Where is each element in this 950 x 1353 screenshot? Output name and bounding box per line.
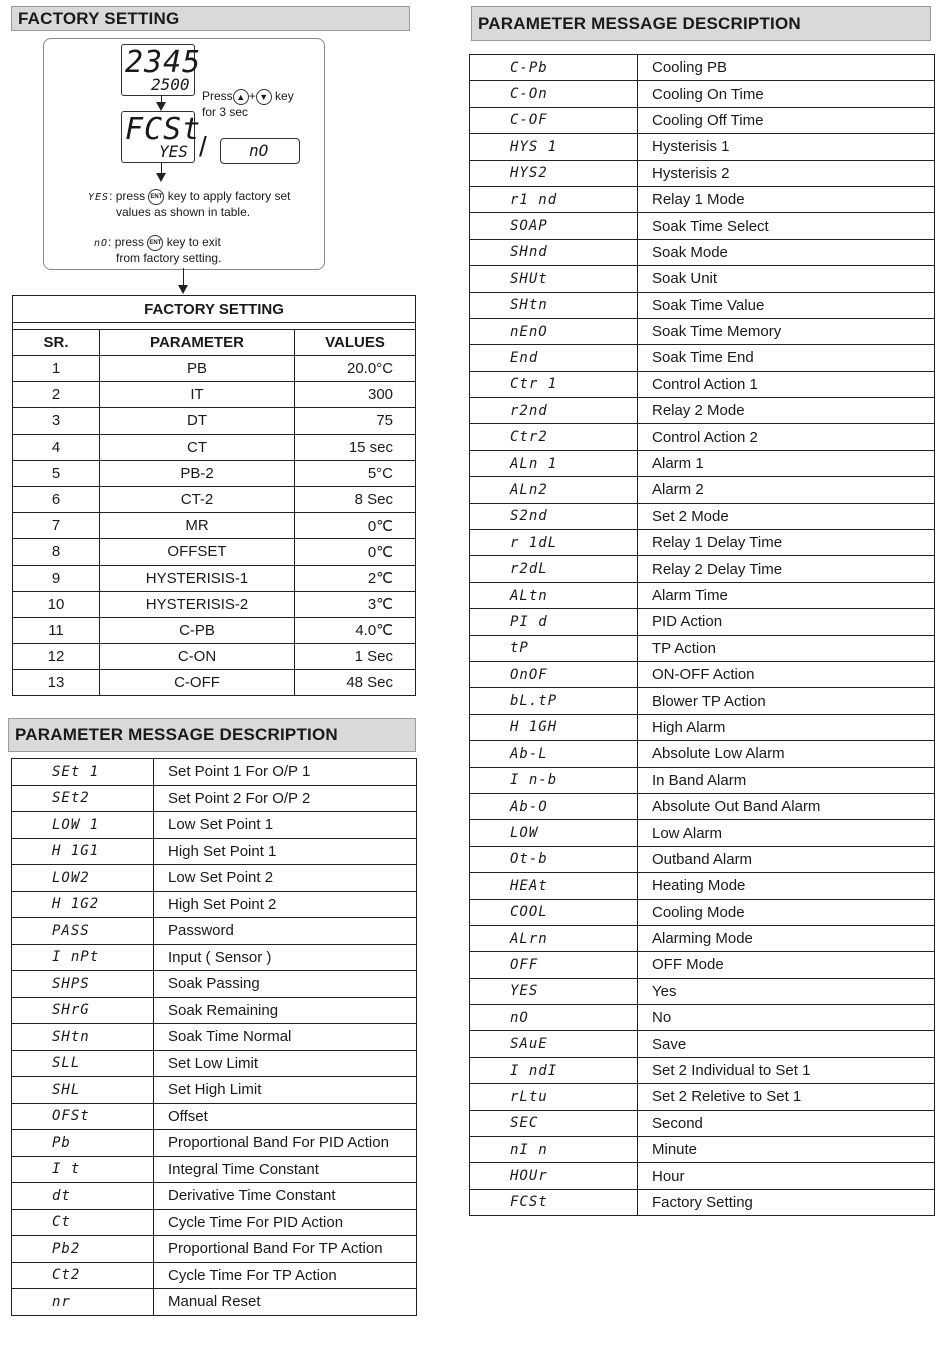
description: Control Action 2 xyxy=(638,424,935,450)
description: Cycle Time For TP Action xyxy=(154,1262,417,1289)
message-row xyxy=(12,1130,417,1157)
message-row xyxy=(470,345,935,371)
description: Soak Mode xyxy=(638,239,935,265)
factory-table-header-row xyxy=(13,330,416,356)
factory-cell-parameter: CT-2 xyxy=(100,486,295,512)
message-row xyxy=(12,785,417,812)
display-code: I nPt xyxy=(12,944,154,971)
description: Relay 2 Delay Time xyxy=(638,556,935,582)
description: High Set Point 2 xyxy=(154,891,417,918)
factory-cell-parameter: C-OFF xyxy=(100,670,295,696)
message-row xyxy=(470,1031,935,1057)
message-row xyxy=(470,925,935,951)
message-row xyxy=(470,398,935,424)
description: High Alarm xyxy=(638,714,935,740)
description: Relay 1 Mode xyxy=(638,186,935,212)
display-code: Ab-L xyxy=(470,741,638,767)
factory-cell-sr: 4 xyxy=(13,434,100,460)
message-row xyxy=(470,55,935,81)
factory-setting-table xyxy=(12,295,416,696)
message-row xyxy=(12,1262,417,1289)
display-code: PI d xyxy=(470,609,638,635)
message-row xyxy=(12,944,417,971)
display-code: YES xyxy=(470,978,638,1004)
description: Soak Time Select xyxy=(638,213,935,239)
message-row xyxy=(12,1103,417,1130)
factory-table-row xyxy=(13,486,416,512)
display-code: Ctr 1 xyxy=(470,371,638,397)
message-row xyxy=(12,1156,417,1183)
description: Proportional Band For TP Action xyxy=(154,1236,417,1263)
factory-cell-parameter: OFFSET xyxy=(100,539,295,565)
factory-cell-sr: 5 xyxy=(13,460,100,486)
description: Low Set Point 2 xyxy=(154,865,417,892)
factory-table-row xyxy=(13,617,416,643)
left-msg-header-text: PARAMETER MESSAGE DESCRIPTION xyxy=(15,725,338,744)
message-row xyxy=(470,503,935,529)
factory-setting-header xyxy=(11,6,410,31)
display-code: HEAt xyxy=(470,873,638,899)
display-code: ALtn xyxy=(470,582,638,608)
factory-cell-value: 0℃ xyxy=(295,539,416,565)
press-key-note: Press ▲ + ▼ key for 3 sec xyxy=(202,89,294,119)
factory-table-row xyxy=(13,434,416,460)
message-row xyxy=(470,213,935,239)
display-code: dt xyxy=(12,1183,154,1210)
col-header-parameter: PARAMETER xyxy=(100,330,295,356)
display-code: OFF xyxy=(470,952,638,978)
description: Soak Unit xyxy=(638,266,935,292)
message-row xyxy=(470,160,935,186)
display-code: ALn 1 xyxy=(470,450,638,476)
display-3-text: nO xyxy=(249,141,269,160)
message-row xyxy=(12,918,417,945)
description: High Set Point 1 xyxy=(154,838,417,865)
message-row xyxy=(12,971,417,998)
display-code: r2dL xyxy=(470,556,638,582)
factory-cell-sr: 2 xyxy=(13,382,100,408)
message-row xyxy=(470,793,935,819)
display-code: H 1G1 xyxy=(12,838,154,865)
display-code: SEt 1 xyxy=(12,759,154,786)
message-row xyxy=(12,1209,417,1236)
display-1 xyxy=(121,44,202,96)
description: Soak Time Memory xyxy=(638,318,935,344)
factory-table-row xyxy=(13,513,416,539)
factory-cell-sr: 1 xyxy=(13,356,100,382)
display-code: tP xyxy=(470,635,638,661)
message-row xyxy=(12,1183,417,1210)
description: Cycle Time For PID Action xyxy=(154,1209,417,1236)
message-row xyxy=(470,741,935,767)
display-code: r2nd xyxy=(470,398,638,424)
description: Blower TP Action xyxy=(638,688,935,714)
message-row xyxy=(12,1077,417,1104)
display-code: LOW xyxy=(470,820,638,846)
description: TP Action xyxy=(638,635,935,661)
or-slash: / xyxy=(199,131,207,162)
display-code: Ab-O xyxy=(470,793,638,819)
message-row xyxy=(470,477,935,503)
factory-cell-sr: 10 xyxy=(13,591,100,617)
description: Cooling Mode xyxy=(638,899,935,925)
display-code: H 1G2 xyxy=(12,891,154,918)
message-row xyxy=(470,635,935,661)
display-code: Ctr2 xyxy=(470,424,638,450)
message-row xyxy=(12,812,417,839)
message-row xyxy=(12,1236,417,1263)
right-msg-header-text: PARAMETER MESSAGE DESCRIPTION xyxy=(478,13,801,33)
display-code: SHUt xyxy=(470,266,638,292)
description: PID Action xyxy=(638,609,935,635)
description: Control Action 1 xyxy=(638,371,935,397)
factory-cell-parameter: HYSTERISIS-2 xyxy=(100,591,295,617)
no-note: nO: press ENT key to exit from factory setting. xyxy=(94,235,222,266)
display-code: nEnO xyxy=(470,318,638,344)
display-code: bL.tP xyxy=(470,688,638,714)
message-row xyxy=(470,952,935,978)
up-arrow-key-icon: ▲ xyxy=(233,89,249,105)
factory-cell-value: 0℃ xyxy=(295,513,416,539)
left-msg-header xyxy=(8,718,416,752)
description: Cooling On Time xyxy=(638,81,935,107)
factory-cell-value: 3℃ xyxy=(295,591,416,617)
description: Alarm 1 xyxy=(638,450,935,476)
col-header-sr: SR. xyxy=(13,330,100,356)
display-code: ALn2 xyxy=(470,477,638,503)
display-code: OnOF xyxy=(470,661,638,687)
factory-cell-parameter: DT xyxy=(100,408,295,434)
display-code: C-Pb xyxy=(470,55,638,81)
display-code: r1 nd xyxy=(470,186,638,212)
factory-table-row xyxy=(13,408,416,434)
display-code: Ct2 xyxy=(12,1262,154,1289)
display-code: C-OF xyxy=(470,107,638,133)
display-code: SHtn xyxy=(12,1024,154,1051)
factory-cell-sr: 9 xyxy=(13,565,100,591)
factory-table-row xyxy=(13,565,416,591)
message-row xyxy=(470,714,935,740)
display-code: OFSt xyxy=(12,1103,154,1130)
message-row xyxy=(470,266,935,292)
description: Soak Passing xyxy=(154,971,417,998)
factory-cell-sr: 3 xyxy=(13,408,100,434)
description: Second xyxy=(638,1110,935,1136)
factory-cell-sr: 7 xyxy=(13,513,100,539)
message-row xyxy=(470,846,935,872)
message-row xyxy=(470,688,935,714)
factory-cell-sr: 6 xyxy=(13,486,100,512)
message-row xyxy=(470,1057,935,1083)
message-row xyxy=(470,1137,935,1163)
display-3 xyxy=(220,138,300,164)
factory-cell-value: 15 sec xyxy=(295,434,416,460)
ent-key-icon: ENT xyxy=(147,235,163,251)
message-row xyxy=(12,891,417,918)
factory-cell-parameter: C-ON xyxy=(100,644,295,670)
description: Alarm 2 xyxy=(638,477,935,503)
message-row xyxy=(470,107,935,133)
description: Derivative Time Constant xyxy=(154,1183,417,1210)
description: Integral Time Constant xyxy=(154,1156,417,1183)
display-2-bottom: YES xyxy=(159,142,188,161)
message-row xyxy=(470,609,935,635)
display-code: SEt2 xyxy=(12,785,154,812)
description: Soak Remaining xyxy=(154,997,417,1024)
message-row xyxy=(12,997,417,1024)
display-code: nI n xyxy=(470,1137,638,1163)
display-code: HYS2 xyxy=(470,160,638,186)
display-code: ALrn xyxy=(470,925,638,951)
factory-cell-parameter: PB-2 xyxy=(100,460,295,486)
message-row xyxy=(12,838,417,865)
factory-cell-value: 8 Sec xyxy=(295,486,416,512)
factory-cell-value: 1 Sec xyxy=(295,644,416,670)
display-code: S2nd xyxy=(470,503,638,529)
factory-cell-sr: 11 xyxy=(13,617,100,643)
description: No xyxy=(638,1005,935,1031)
display-code: HYS 1 xyxy=(470,134,638,160)
message-row xyxy=(470,450,935,476)
display-code: I t xyxy=(12,1156,154,1183)
description: Low Alarm xyxy=(638,820,935,846)
description: Hysterisis 1 xyxy=(638,134,935,160)
display-code: LOW2 xyxy=(12,865,154,892)
description: Alarming Mode xyxy=(638,925,935,951)
message-row xyxy=(470,820,935,846)
message-row xyxy=(470,1084,935,1110)
display-code: SHPS xyxy=(12,971,154,998)
message-row xyxy=(470,767,935,793)
description: Set High Limit xyxy=(154,1077,417,1104)
description: Absolute Out Band Alarm xyxy=(638,793,935,819)
message-row xyxy=(470,1163,935,1189)
yes-note: YES: press ENT key to apply factory set values as shown in table. xyxy=(88,189,291,220)
col-header-values: VALUES xyxy=(295,330,416,356)
description: Alarm Time xyxy=(638,582,935,608)
description: ON-OFF Action xyxy=(638,661,935,687)
display-code: SLL xyxy=(12,1050,154,1077)
message-row xyxy=(470,1189,935,1215)
description: Set 2 Individual to Set 1 xyxy=(638,1057,935,1083)
display-code: Ot-b xyxy=(470,846,638,872)
factory-setting-diagram xyxy=(43,38,325,270)
description: Heating Mode xyxy=(638,873,935,899)
message-row xyxy=(470,530,935,556)
message-row xyxy=(470,134,935,160)
factory-cell-value: 4.0℃ xyxy=(295,617,416,643)
message-row xyxy=(470,899,935,925)
display-2-top: FCSt xyxy=(125,112,202,147)
arrow-down-icon xyxy=(156,102,166,111)
right-msg-header xyxy=(471,6,931,41)
display-code: SHrG xyxy=(12,997,154,1024)
display-code: I n-b xyxy=(470,767,638,793)
factory-cell-parameter: PB xyxy=(100,356,295,382)
display-code: C-On xyxy=(470,81,638,107)
description: Yes xyxy=(638,978,935,1004)
factory-cell-sr: 12 xyxy=(13,644,100,670)
description: Set 2 Mode xyxy=(638,503,935,529)
description: Outband Alarm xyxy=(638,846,935,872)
display-code: COOL xyxy=(470,899,638,925)
message-row xyxy=(470,292,935,318)
display-code: FCSt xyxy=(470,1189,638,1215)
description: Password xyxy=(154,918,417,945)
description: Proportional Band For PID Action xyxy=(154,1130,417,1157)
message-row xyxy=(470,371,935,397)
arrow-down-icon xyxy=(178,285,188,294)
arrow-down-icon xyxy=(156,173,166,182)
display-code: SEC xyxy=(470,1110,638,1136)
display-code: rLtu xyxy=(470,1084,638,1110)
description: OFF Mode xyxy=(638,952,935,978)
message-row xyxy=(470,978,935,1004)
description: Set 2 Reletive to Set 1 xyxy=(638,1084,935,1110)
description: Minute xyxy=(638,1137,935,1163)
message-row xyxy=(470,239,935,265)
description: Set Point 2 For O/P 2 xyxy=(154,785,417,812)
message-row xyxy=(470,424,935,450)
display-code: LOW 1 xyxy=(12,812,154,839)
display-code: End xyxy=(470,345,638,371)
description: Absolute Low Alarm xyxy=(638,741,935,767)
description: In Band Alarm xyxy=(638,767,935,793)
factory-table-row xyxy=(13,670,416,696)
factory-cell-value: 5°C xyxy=(295,460,416,486)
display-code: SAuE xyxy=(470,1031,638,1057)
display-code: r 1dL xyxy=(470,530,638,556)
message-row xyxy=(470,661,935,687)
message-row xyxy=(470,1005,935,1031)
description: Hour xyxy=(638,1163,935,1189)
factory-cell-sr: 8 xyxy=(13,539,100,565)
message-row xyxy=(12,1024,417,1051)
description: Cooling PB xyxy=(638,55,935,81)
factory-table-row xyxy=(13,539,416,565)
display-code: Pb xyxy=(12,1130,154,1157)
factory-setting-header-text: FACTORY SETTING xyxy=(18,8,180,28)
arrow-line xyxy=(183,268,184,286)
description: Cooling Off Time xyxy=(638,107,935,133)
factory-table-row xyxy=(13,356,416,382)
display-code: SHtn xyxy=(470,292,638,318)
display-code: PASS xyxy=(12,918,154,945)
factory-cell-value: 20.0°C xyxy=(295,356,416,382)
down-arrow-key-icon: ▼ xyxy=(256,89,272,105)
message-row xyxy=(470,873,935,899)
message-row xyxy=(12,759,417,786)
message-row xyxy=(12,865,417,892)
factory-cell-parameter: C-PB xyxy=(100,617,295,643)
description: Factory Setting xyxy=(638,1189,935,1215)
factory-cell-parameter: IT xyxy=(100,382,295,408)
description: Relay 1 Delay Time xyxy=(638,530,935,556)
description: Set Point 1 For O/P 1 xyxy=(154,759,417,786)
message-row xyxy=(470,1110,935,1136)
factory-table-title: FACTORY SETTING xyxy=(13,296,416,323)
message-row xyxy=(470,318,935,344)
display-code: I ndI xyxy=(470,1057,638,1083)
factory-cell-value: 2℃ xyxy=(295,565,416,591)
display-code: SOAP xyxy=(470,213,638,239)
description: Input ( Sensor ) xyxy=(154,944,417,971)
display-code: H 1GH xyxy=(470,714,638,740)
display-code: HOUr xyxy=(470,1163,638,1189)
factory-cell-sr: 13 xyxy=(13,670,100,696)
description: Relay 2 Mode xyxy=(638,398,935,424)
message-row xyxy=(470,556,935,582)
display-code: Ct xyxy=(12,1209,154,1236)
factory-table-row xyxy=(13,460,416,486)
description: Soak Time Normal xyxy=(154,1024,417,1051)
description: Hysterisis 2 xyxy=(638,160,935,186)
description: Manual Reset xyxy=(154,1289,417,1316)
message-row xyxy=(470,186,935,212)
left-msg-table xyxy=(11,758,417,1316)
factory-cell-parameter: CT xyxy=(100,434,295,460)
description: Soak Time Value xyxy=(638,292,935,318)
message-row xyxy=(470,81,935,107)
factory-cell-value: 48 Sec xyxy=(295,670,416,696)
factory-table-row xyxy=(13,644,416,670)
display-code: Pb2 xyxy=(12,1236,154,1263)
right-msg-table xyxy=(469,54,935,1216)
factory-cell-value: 75 xyxy=(295,408,416,434)
ent-key-icon: ENT xyxy=(148,189,164,205)
display-1-bottom: 2500 xyxy=(151,75,190,94)
message-row xyxy=(12,1050,417,1077)
factory-cell-value: 300 xyxy=(295,382,416,408)
display-code: nr xyxy=(12,1289,154,1316)
factory-cell-parameter: MR xyxy=(100,513,295,539)
message-row xyxy=(12,1289,417,1316)
description: Low Set Point 1 xyxy=(154,812,417,839)
factory-table-row xyxy=(13,382,416,408)
factory-cell-parameter: HYSTERISIS-1 xyxy=(100,565,295,591)
message-row xyxy=(470,582,935,608)
display-code: SHnd xyxy=(470,239,638,265)
description: Offset xyxy=(154,1103,417,1130)
description: Save xyxy=(638,1031,935,1057)
description: Set Low Limit xyxy=(154,1050,417,1077)
display-code: nO xyxy=(470,1005,638,1031)
display-2 xyxy=(121,111,202,163)
display-1-top: 2345 xyxy=(125,45,202,80)
display-code: SHL xyxy=(12,1077,154,1104)
description: Soak Time End xyxy=(638,345,935,371)
factory-table-row xyxy=(13,591,416,617)
